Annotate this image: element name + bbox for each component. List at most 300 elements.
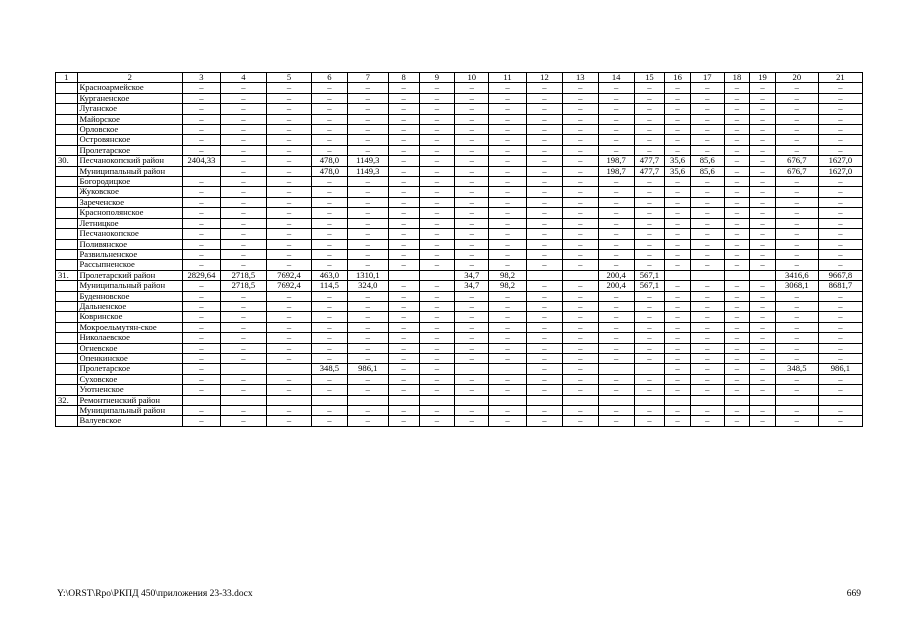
value-cell: – — [455, 374, 489, 384]
value-cell: – — [266, 166, 311, 176]
value-cell: – — [598, 197, 634, 207]
value-cell: – — [455, 343, 489, 353]
value-cell: – — [775, 229, 818, 239]
row-number-cell — [56, 333, 78, 343]
value-cell: – — [724, 229, 750, 239]
value-cell: – — [388, 353, 419, 363]
value-cell: – — [220, 166, 266, 176]
value-cell: – — [598, 322, 634, 332]
header-cell: 16 — [665, 73, 691, 83]
value-cell: – — [750, 260, 776, 270]
value-cell: – — [665, 374, 691, 384]
header-cell: 21 — [818, 73, 862, 83]
value-cell: – — [527, 135, 563, 145]
value-cell: – — [724, 416, 750, 426]
value-cell: – — [347, 291, 388, 301]
value-cell: 1627,0 — [818, 166, 862, 176]
value-cell: – — [220, 187, 266, 197]
header-cell: 1 — [56, 73, 78, 83]
page-number: 669 — [846, 589, 861, 599]
value-cell: – — [388, 239, 419, 249]
header-cell: 5 — [266, 73, 311, 83]
value-cell: 348,5 — [775, 364, 818, 374]
value-cell: – — [388, 229, 419, 239]
value-cell: – — [724, 177, 750, 187]
value-cell: – — [665, 406, 691, 416]
value-cell: – — [634, 333, 665, 343]
value-cell: 35,6 — [665, 156, 691, 166]
value-cell: – — [818, 260, 862, 270]
value-cell: – — [634, 406, 665, 416]
value-cell: – — [489, 93, 527, 103]
value-cell: – — [388, 281, 419, 291]
value-cell: – — [455, 260, 489, 270]
region-name-cell: Пролетарское — [77, 364, 182, 374]
value-cell — [818, 395, 862, 405]
value-cell: – — [311, 197, 347, 207]
value-cell: – — [220, 312, 266, 322]
table-row — [56, 385, 863, 395]
value-cell: 114,5 — [311, 281, 347, 291]
value-cell: – — [598, 208, 634, 218]
value-cell: – — [266, 239, 311, 249]
value-cell — [634, 395, 665, 405]
table-row — [56, 83, 863, 93]
value-cell: – — [775, 197, 818, 207]
value-cell: – — [182, 281, 220, 291]
value-cell: – — [665, 187, 691, 197]
value-cell: – — [775, 249, 818, 259]
header-cell: 4 — [220, 73, 266, 83]
value-cell: – — [775, 187, 818, 197]
value-cell: – — [220, 93, 266, 103]
value-cell: – — [266, 416, 311, 426]
value-cell: – — [690, 177, 724, 187]
value-cell: – — [220, 177, 266, 187]
table-row — [56, 301, 863, 311]
value-cell: – — [311, 229, 347, 239]
value-cell: – — [562, 260, 598, 270]
value-cell: – — [489, 218, 527, 228]
value-cell: – — [562, 353, 598, 363]
value-cell: – — [347, 385, 388, 395]
value-cell: – — [455, 104, 489, 114]
value-cell: – — [347, 260, 388, 270]
value-cell: – — [311, 301, 347, 311]
value-cell: – — [562, 416, 598, 426]
value-cell: – — [724, 301, 750, 311]
table-row — [56, 177, 863, 187]
value-cell: – — [527, 145, 563, 155]
value-cell: – — [724, 385, 750, 395]
value-cell — [266, 395, 311, 405]
value-cell: – — [455, 416, 489, 426]
region-name-cell: Пролетарский район — [77, 270, 182, 280]
value-cell: – — [665, 301, 691, 311]
value-cell: – — [724, 322, 750, 332]
value-cell: – — [750, 156, 776, 166]
value-cell: – — [419, 374, 455, 384]
value-cell: – — [634, 229, 665, 239]
value-cell: – — [489, 114, 527, 124]
value-cell: – — [489, 406, 527, 416]
value-cell: 477,7 — [634, 156, 665, 166]
table-row — [56, 187, 863, 197]
value-cell: – — [562, 333, 598, 343]
value-cell: – — [527, 281, 563, 291]
value-cell: – — [266, 343, 311, 353]
table-row — [56, 104, 863, 114]
row-number-cell — [56, 208, 78, 218]
value-cell: – — [489, 177, 527, 187]
value-cell: – — [775, 104, 818, 114]
value-cell: 34,7 — [455, 270, 489, 280]
value-cell: – — [489, 145, 527, 155]
value-cell: – — [818, 208, 862, 218]
value-cell: – — [419, 333, 455, 343]
region-name-cell: Островянское — [77, 135, 182, 145]
value-cell: – — [634, 239, 665, 249]
value-cell: – — [598, 291, 634, 301]
value-cell: – — [724, 406, 750, 416]
value-cell: – — [634, 145, 665, 155]
value-cell: – — [527, 249, 563, 259]
value-cell: – — [347, 104, 388, 114]
row-number-cell — [56, 218, 78, 228]
value-cell: – — [311, 312, 347, 322]
table-row — [56, 343, 863, 353]
row-number-cell — [56, 249, 78, 259]
value-cell: – — [818, 416, 862, 426]
value-cell: – — [665, 353, 691, 363]
value-cell: – — [562, 374, 598, 384]
value-cell: – — [220, 353, 266, 363]
value-cell: – — [220, 208, 266, 218]
row-number-cell: 31. — [56, 270, 78, 280]
table-row — [56, 239, 863, 249]
region-name-cell: Огневское — [77, 343, 182, 353]
row-number-cell — [56, 385, 78, 395]
value-cell: – — [690, 93, 724, 103]
value-cell: – — [220, 125, 266, 135]
value-cell: – — [266, 249, 311, 259]
value-cell: – — [562, 312, 598, 322]
value-cell: 3068,1 — [775, 281, 818, 291]
value-cell: – — [220, 260, 266, 270]
value-cell: – — [818, 353, 862, 363]
value-cell: – — [455, 135, 489, 145]
region-name-cell: Зареченское — [77, 197, 182, 207]
value-cell: – — [665, 260, 691, 270]
value-cell: – — [388, 260, 419, 270]
value-cell: – — [388, 416, 419, 426]
value-cell: – — [775, 312, 818, 322]
value-cell: – — [220, 229, 266, 239]
value-cell: – — [562, 301, 598, 311]
value-cell: – — [419, 104, 455, 114]
value-cell: – — [598, 312, 634, 322]
row-number-cell — [56, 353, 78, 363]
value-cell: – — [724, 83, 750, 93]
value-cell: – — [690, 281, 724, 291]
value-cell: – — [182, 353, 220, 363]
value-cell: – — [347, 312, 388, 322]
value-cell — [690, 395, 724, 405]
region-name-cell: Уютненское — [77, 385, 182, 395]
region-name-cell: Ремонтненский район — [77, 395, 182, 405]
value-cell: – — [527, 104, 563, 114]
value-cell: – — [266, 83, 311, 93]
value-cell: – — [750, 301, 776, 311]
value-cell: – — [562, 249, 598, 259]
value-cell: – — [690, 322, 724, 332]
value-cell: – — [750, 291, 776, 301]
table-row — [56, 114, 863, 124]
value-cell: – — [818, 301, 862, 311]
value-cell: – — [182, 260, 220, 270]
value-cell: – — [818, 104, 862, 114]
row-number-cell — [56, 177, 78, 187]
value-cell: – — [665, 135, 691, 145]
value-cell: – — [182, 249, 220, 259]
value-cell: – — [489, 353, 527, 363]
value-cell: – — [311, 93, 347, 103]
value-cell: – — [562, 197, 598, 207]
value-cell: – — [724, 291, 750, 301]
table-row — [56, 395, 863, 405]
value-cell: – — [489, 333, 527, 343]
table-row — [56, 229, 863, 239]
row-number-cell — [56, 374, 78, 384]
value-cell: – — [598, 353, 634, 363]
region-name-cell: Песчанокопское — [77, 229, 182, 239]
value-cell: – — [598, 177, 634, 187]
value-cell: 3416,6 — [775, 270, 818, 280]
header-cell: 7 — [347, 73, 388, 83]
value-cell: – — [419, 218, 455, 228]
value-cell: – — [182, 83, 220, 93]
value-cell: 1149,3 — [347, 166, 388, 176]
value-cell: – — [455, 239, 489, 249]
value-cell: – — [690, 291, 724, 301]
value-cell: – — [527, 322, 563, 332]
row-number-cell — [56, 239, 78, 249]
value-cell: – — [388, 218, 419, 228]
value-cell: – — [690, 301, 724, 311]
value-cell: – — [690, 249, 724, 259]
value-cell: – — [266, 197, 311, 207]
data-table — [55, 72, 863, 427]
value-cell: 567,1 — [634, 270, 665, 280]
row-number-cell: 30. — [56, 156, 78, 166]
value-cell: – — [818, 83, 862, 93]
value-cell: – — [690, 353, 724, 363]
value-cell: – — [489, 104, 527, 114]
value-cell: – — [527, 208, 563, 218]
value-cell: – — [634, 301, 665, 311]
value-cell: – — [750, 218, 776, 228]
value-cell: – — [634, 135, 665, 145]
value-cell: – — [775, 145, 818, 155]
value-cell: – — [266, 156, 311, 166]
value-cell: – — [818, 93, 862, 103]
value-cell — [562, 270, 598, 280]
value-cell: – — [665, 208, 691, 218]
value-cell: – — [598, 218, 634, 228]
value-cell: – — [388, 197, 419, 207]
value-cell: – — [562, 114, 598, 124]
value-cell: – — [724, 364, 750, 374]
value-cell: 986,1 — [818, 364, 862, 374]
value-cell: – — [750, 83, 776, 93]
value-cell: – — [311, 187, 347, 197]
value-cell: – — [775, 353, 818, 363]
value-cell: – — [266, 301, 311, 311]
value-cell: – — [455, 197, 489, 207]
row-number-cell — [56, 166, 78, 176]
table-row — [56, 135, 863, 145]
value-cell: – — [527, 218, 563, 228]
value-cell: – — [724, 374, 750, 384]
value-cell: – — [527, 312, 563, 322]
value-cell: – — [562, 343, 598, 353]
value-cell: – — [527, 416, 563, 426]
row-number-cell — [56, 104, 78, 114]
value-cell: – — [775, 125, 818, 135]
row-number-cell — [56, 301, 78, 311]
table-row — [56, 145, 863, 155]
value-cell: – — [562, 218, 598, 228]
region-name-cell: Ковринское — [77, 312, 182, 322]
value-cell — [311, 395, 347, 405]
value-cell: – — [455, 312, 489, 322]
region-name-cell: Курганенское — [77, 93, 182, 103]
value-cell: – — [455, 93, 489, 103]
value-cell: – — [388, 187, 419, 197]
value-cell: – — [419, 406, 455, 416]
value-cell: – — [562, 229, 598, 239]
value-cell: – — [750, 104, 776, 114]
value-cell: – — [750, 125, 776, 135]
value-cell: – — [665, 177, 691, 187]
value-cell: – — [347, 249, 388, 259]
table-row — [56, 260, 863, 270]
value-cell: – — [489, 322, 527, 332]
value-cell: – — [690, 197, 724, 207]
value-cell: – — [690, 333, 724, 343]
value-cell: – — [182, 104, 220, 114]
value-cell: 567,1 — [634, 281, 665, 291]
value-cell: – — [182, 312, 220, 322]
table-row — [56, 416, 863, 426]
value-cell: – — [182, 229, 220, 239]
value-cell: – — [562, 145, 598, 155]
value-cell: – — [419, 249, 455, 259]
value-cell: – — [419, 416, 455, 426]
value-cell: – — [182, 145, 220, 155]
value-cell: – — [311, 135, 347, 145]
value-cell: – — [527, 374, 563, 384]
value-cell: – — [665, 83, 691, 93]
value-cell: – — [527, 177, 563, 187]
value-cell: 198,7 — [598, 166, 634, 176]
value-cell: – — [818, 145, 862, 155]
value-cell: – — [489, 125, 527, 135]
value-cell: – — [598, 343, 634, 353]
value-cell: 198,7 — [598, 156, 634, 166]
region-name-cell: Муниципальный район — [77, 281, 182, 291]
footer-file-path: Y:\ORST\Rpo\РКПД 450\приложения 23-33.docx — [57, 589, 253, 599]
value-cell: – — [455, 301, 489, 311]
value-cell: – — [311, 374, 347, 384]
region-name-cell: Красноармейское — [77, 83, 182, 93]
value-cell: – — [598, 83, 634, 93]
value-cell: – — [750, 177, 776, 187]
value-cell: 8681,7 — [818, 281, 862, 291]
row-number-cell — [56, 114, 78, 124]
header-row — [56, 73, 863, 83]
value-cell: – — [266, 385, 311, 395]
value-cell: – — [818, 406, 862, 416]
value-cell: – — [598, 125, 634, 135]
value-cell — [775, 395, 818, 405]
value-cell: – — [347, 145, 388, 155]
value-cell: – — [489, 249, 527, 259]
value-cell: – — [182, 385, 220, 395]
value-cell: – — [750, 166, 776, 176]
value-cell: – — [634, 197, 665, 207]
value-cell: – — [527, 343, 563, 353]
region-name-cell: Краснополянское — [77, 208, 182, 218]
value-cell: – — [220, 333, 266, 343]
region-name-cell: Мокроельмутян-ское — [77, 322, 182, 332]
table-row — [56, 166, 863, 176]
header-cell: 6 — [311, 73, 347, 83]
value-cell: – — [818, 374, 862, 384]
value-cell: – — [634, 260, 665, 270]
value-cell: – — [266, 104, 311, 114]
value-cell: 200,4 — [598, 270, 634, 280]
value-cell: – — [562, 187, 598, 197]
table-row — [56, 218, 863, 228]
table-row — [56, 364, 863, 374]
value-cell: 2718,5 — [220, 281, 266, 291]
value-cell: – — [266, 260, 311, 270]
value-cell: – — [775, 83, 818, 93]
value-cell: – — [266, 374, 311, 384]
value-cell: – — [347, 197, 388, 207]
value-cell: – — [266, 208, 311, 218]
region-name-cell: Валуевское — [77, 416, 182, 426]
value-cell: – — [690, 406, 724, 416]
value-cell: – — [489, 343, 527, 353]
value-cell: – — [388, 301, 419, 311]
value-cell — [220, 364, 266, 374]
value-cell: – — [818, 125, 862, 135]
value-cell: – — [182, 301, 220, 311]
value-cell: – — [220, 374, 266, 384]
value-cell: – — [311, 416, 347, 426]
value-cell: – — [690, 374, 724, 384]
value-cell: – — [818, 343, 862, 353]
value-cell: – — [419, 291, 455, 301]
value-cell: – — [419, 125, 455, 135]
value-cell: – — [419, 385, 455, 395]
value-cell: – — [634, 208, 665, 218]
value-cell: – — [750, 333, 776, 343]
table-row — [56, 406, 863, 416]
value-cell — [634, 364, 665, 374]
